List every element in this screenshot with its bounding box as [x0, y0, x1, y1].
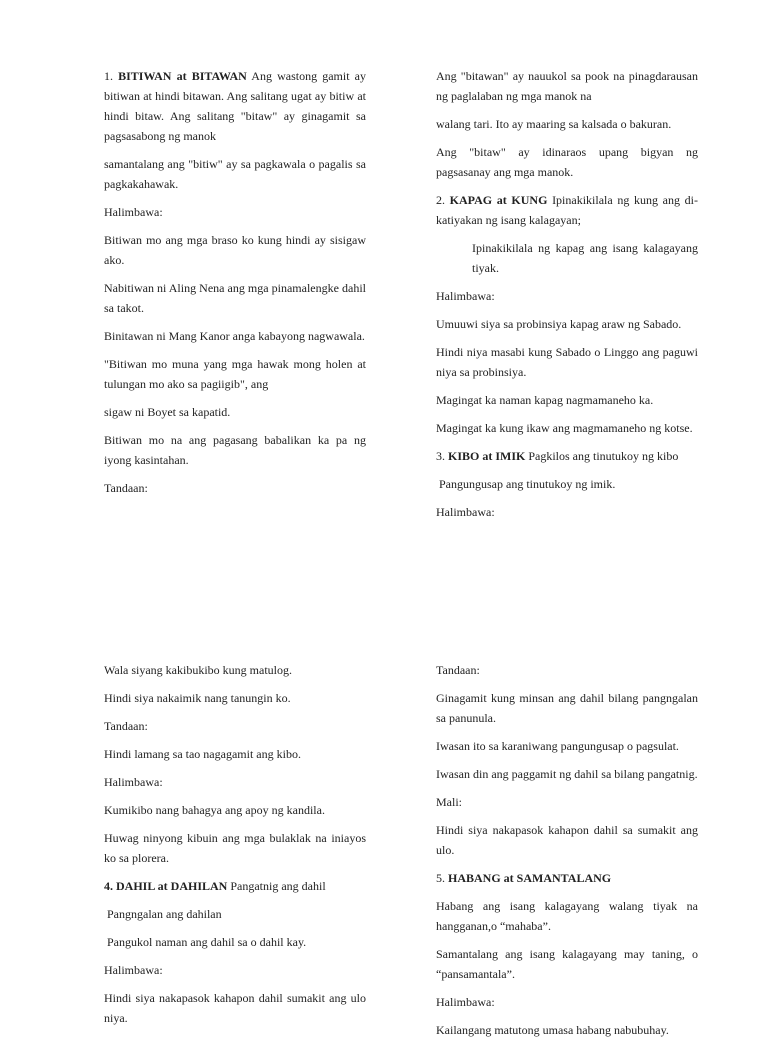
section-3-term: KIBO at IMIK — [448, 449, 526, 463]
example-label: Halimbawa: — [436, 505, 495, 519]
section-2-term: KAPAG at KUNG — [449, 193, 548, 207]
example-sentence: Magingat ka kung ikaw ang magmamaneho ng kotse. — [436, 421, 693, 435]
example-sentence: Umuuwi siya sa probinsiya kapag araw ng Sabado. — [436, 317, 682, 331]
example-label: Halimbawa: — [104, 775, 163, 789]
section-2-number: 2. — [436, 193, 450, 207]
paragraph: walang tari. Ito ay maaring sa kalsada o bakuran. — [436, 117, 672, 131]
example-label: Halimbawa: — [436, 995, 495, 1009]
example-sentence: Huwag ninyong kibuin ang mga bulaklak na iniayos ko sa plorera. — [104, 831, 366, 865]
note-label: Tandaan: — [104, 481, 148, 495]
example-sentence: sigaw ni Boyet sa kapatid. — [104, 405, 231, 419]
paragraph: Habang ang isang kalagayang walang tiyak na hangganan,o “mahaba”. — [436, 899, 698, 933]
bottom-left-column — [104, 660, 366, 1036]
example-label: Halimbawa: — [104, 963, 163, 977]
paragraph: Ginagamit kung minsan ang dahil bilang pangngalan sa panunula. — [436, 691, 698, 725]
section-1-number: 1. — [104, 69, 119, 83]
example-sentence: Binitawan ni Mang Kanor anga kabayong nagwawala. — [104, 329, 365, 343]
example-sentence: Nabitiwan ni Aling Nena ang mga pinamalengke dahil sa takot. — [104, 281, 366, 315]
example-sentence: Kailangang matutong umasa habang nabubuhay. — [436, 1023, 669, 1037]
section-5-intro — [436, 868, 698, 888]
bottom-right-column — [436, 660, 698, 1048]
example-sentence: Magingat ka naman kapag nagmamaneho ka. — [436, 393, 654, 407]
paragraph: Iwasan din ang paggamit ng dahil sa bilang pangatnig. — [436, 767, 698, 781]
section-3-number: 3. — [436, 449, 448, 463]
paragraph: Ang "bitawan" ay nauukol sa pook na pinagdarausan ng paglalaban ng mga manok na — [436, 69, 698, 103]
section-4-intro — [104, 876, 366, 896]
note-label: Tandaan: — [436, 663, 480, 677]
top-left-column — [104, 66, 366, 506]
example-sentence: Bitiwan mo na ang pagasang babalikan ka pa ng iyong kasintahan. — [104, 433, 366, 467]
section-4-term: 4. DAHIL at DAHILAN — [104, 879, 228, 893]
example-sentence: Wala siyang kakibukibo kung matulog. — [104, 663, 293, 677]
example-sentence: Hindi siya nakapasok kahapon dahil sa sumakit ang ulo. — [436, 823, 698, 857]
paragraph: Ang "bitaw" ay idinaraos upang bigyan ng pagsasanay ang mga manok. — [436, 145, 698, 179]
section-5-number: 5. — [436, 871, 448, 885]
example-sentence: Hindi siya nakaimik nang tanungin ko. — [104, 691, 291, 705]
paragraph: Iwasan ito sa karaniwang pangungusap o pagsulat. — [436, 739, 679, 753]
paragraph: samantalang ang "bitiw" ay sa pagkawala o pagalis sa pagkakahawak. — [104, 157, 366, 191]
section-2-description: Ipinakikilala ng kung ang di-katiyakan ng isang kalagayan; — [436, 193, 698, 227]
top-right-column — [436, 66, 698, 530]
paragraph: Hindi lamang sa tao nagagamit ang kibo. — [104, 747, 301, 761]
paragraph: Pangungusap ang tinutukoy ng imik. — [439, 477, 616, 491]
example-sentence: Hindi niya masabi kung Sabado o Linggo ang paguwi niya sa probinsiya. — [436, 345, 698, 379]
example-label: Halimbawa: — [436, 289, 495, 303]
example-sentence: Kumikibo nang bahagya ang apoy ng kandila. — [104, 803, 325, 817]
section-1-term: BITIWAN at BITAWAN — [118, 69, 247, 83]
example-sentence: Hindi siya nakapasok kahapon dahil sumakit ang ulo niya. — [104, 991, 366, 1025]
paragraph: Pangukol naman ang dahil sa o dahil kay. — [107, 935, 307, 949]
section-2-intro — [436, 190, 698, 230]
paragraph: Samantalang ang isang kalagayang may taning, o “pansamantala”. — [436, 947, 698, 981]
section-1-intro — [104, 66, 366, 146]
note-label: Tandaan: — [104, 719, 148, 733]
section-3-intro — [436, 446, 698, 466]
section-5-term: HABANG at SAMANTALANG — [448, 871, 612, 885]
section-4-description: Pangatnig ang dahil — [227, 879, 326, 893]
indented-paragraph: Ipinakikilala ng kapag ang isang kalagayang tiyak. — [472, 241, 698, 275]
section-1-description: Ang wastong gamit ay bitiwan at hindi bitawan. Ang salitang ugat ay bitiw at hindi bitaw. Ang salitang "bitaw" ay ginagamit sa pagsasabong ng manok — [104, 69, 366, 143]
section-3-description: Pagkilos ang tinutukoy ng kibo — [525, 449, 679, 463]
example-sentence: Bitiwan mo ang mga braso ko kung hindi ay sisigaw ako. — [104, 233, 366, 267]
example-label: Halimbawa: — [104, 205, 163, 219]
example-sentence: "Bitiwan mo muna yang mga hawak mong holen at tulungan mo ako sa pagiigib", ang — [104, 357, 366, 391]
paragraph: Pangngalan ang dahilan — [107, 907, 222, 921]
wrong-label: Mali: — [436, 795, 462, 809]
